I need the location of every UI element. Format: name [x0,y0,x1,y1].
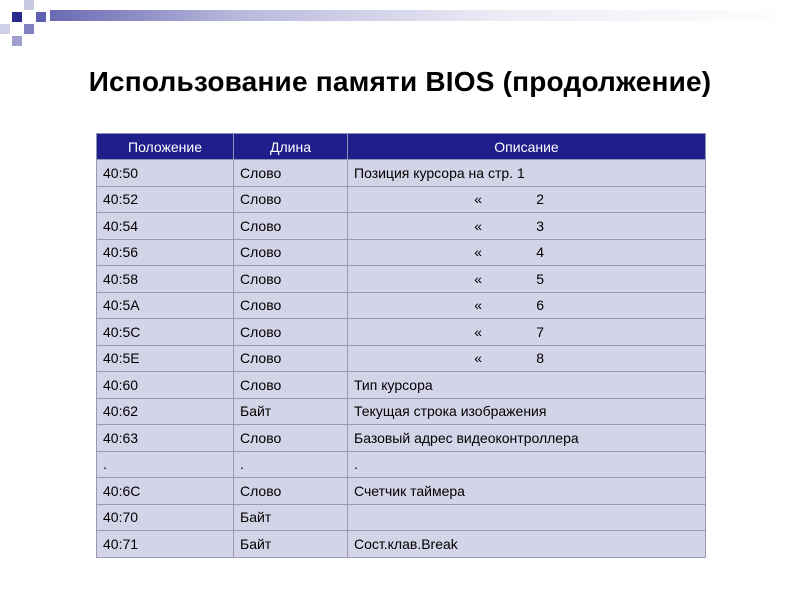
header-gradient-bar [50,10,800,21]
page-number: 7 [536,323,544,340]
cell-description [348,319,706,346]
cell-length: Слово [234,292,348,319]
page-number: 8 [536,350,544,367]
table-row [97,292,706,319]
cell-length: Байт [234,504,348,531]
header-position: Положение [97,134,234,160]
cell-length: Байт [234,531,348,558]
table-row [97,319,706,346]
ditto-mark: « [474,270,482,287]
cell-length: Слово [234,160,348,187]
table-row [97,451,706,478]
corner-square-decoration [12,36,22,46]
cell-description [348,239,706,266]
cell-position: 40:5A [97,292,234,319]
cell-position: 40:5C [97,319,234,346]
header-length: Длина [234,134,348,160]
cell-length: Слово [234,266,348,293]
page-number: 2 [536,191,544,208]
ditto-mark: « [474,350,482,367]
cell-length: Слово [234,186,348,213]
table-row [97,160,706,187]
cell-position: . [97,451,234,478]
page-number: 3 [536,217,544,234]
cell-position: 40:56 [97,239,234,266]
page-number: 6 [536,297,544,314]
corner-square-decoration [24,24,34,34]
page-number: 5 [536,270,544,287]
table-row [97,186,706,213]
cell-description: Счетчик таймера [348,478,706,505]
corner-square-decoration [0,24,10,34]
cell-length: Слово [234,213,348,240]
cell-position: 40:50 [97,160,234,187]
cell-description [348,345,706,372]
cell-description: Текущая строка изображения [348,398,706,425]
corner-square-decoration [36,12,46,22]
table-row [97,425,706,452]
header-description: Описание [348,134,706,160]
table-row [97,478,706,505]
cell-length: Слово [234,372,348,399]
cell-position: 40:54 [97,213,234,240]
cell-position: 40:52 [97,186,234,213]
ditto-mark: « [474,217,482,234]
cell-position: 40:63 [97,425,234,452]
cell-description [348,292,706,319]
cell-description: Сост.клав.Break [348,531,706,558]
cell-description: Базовый адрес видеоконтроллера [348,425,706,452]
table-row [97,531,706,558]
cell-length: Байт [234,398,348,425]
cell-position: 40:5E [97,345,234,372]
ditto-mark: « [474,297,482,314]
cell-description: Позиция курсора на стр. 1 [348,160,706,187]
cell-length: Слово [234,425,348,452]
cell-length: . [234,451,348,478]
table-row [97,239,706,266]
table-row [97,266,706,293]
cell-position: 40:60 [97,372,234,399]
cell-position: 40:70 [97,504,234,531]
cell-description [348,213,706,240]
table-header-row [97,134,706,160]
ditto-mark: « [474,191,482,208]
table-row [97,213,706,240]
cell-position: 40:62 [97,398,234,425]
table-row [97,345,706,372]
cell-description: Тип курсора [348,372,706,399]
corner-square-decoration [12,12,22,22]
cell-length: Слово [234,345,348,372]
cell-length: Слово [234,478,348,505]
bios-memory-table [96,133,706,558]
slide-title: Использование памяти BIOS (продолжение) [88,66,712,97]
cell-description [348,504,706,531]
table-row [97,372,706,399]
cell-position: 40:6C [97,478,234,505]
cell-length: Слово [234,239,348,266]
page-number: 4 [536,244,544,261]
ditto-mark: « [474,244,482,261]
cell-description: . [348,451,706,478]
cell-description [348,186,706,213]
corner-square-decoration [24,0,34,10]
cell-position: 40:71 [97,531,234,558]
table-row [97,398,706,425]
cell-position: 40:58 [97,266,234,293]
cell-description [348,266,706,293]
cell-length: Слово [234,319,348,346]
ditto-mark: « [474,323,482,340]
table-row [97,504,706,531]
